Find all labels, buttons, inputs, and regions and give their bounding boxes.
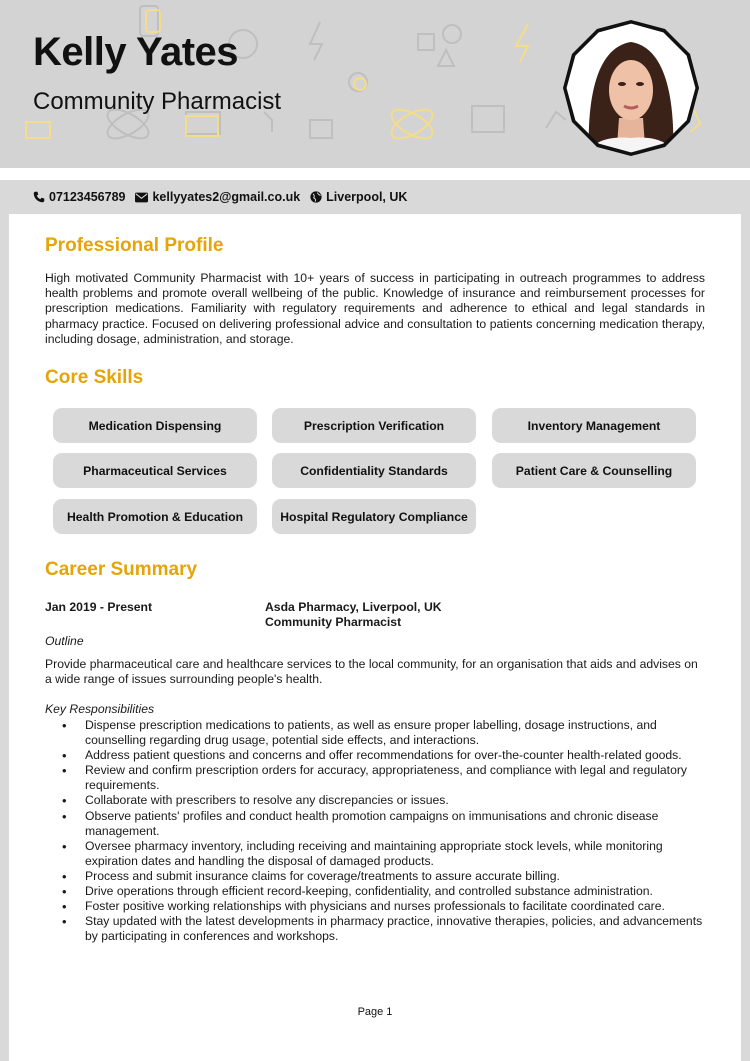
contact-email[interactable] [135,190,300,204]
skill-chip: Confidentiality Standards [272,453,476,488]
phone-number: 07123456789 [49,190,126,204]
header-divider [0,168,750,180]
skill-chip: Patient Care & Counselling [492,453,696,488]
phone-icon [33,191,45,203]
career-heading: Career Summary [45,559,198,580]
contact-phone[interactable] [33,190,125,204]
profile-photo [561,18,701,158]
list-item: • Review and confirm prescription orders for accuracy, appropriateness, and compliance with legal and regulatory requirements. [45,763,710,793]
yellow-folder-icon [26,122,50,138]
photo-face [609,60,653,120]
outline-label: Outline [45,634,84,648]
resume-header [0,0,750,168]
list-item: • Address patient questions and concerns and offer recommendations for over-the-counter health-related goods. [45,748,710,763]
skills-heading: Core Skills [45,367,144,388]
shape-circle-icon [443,25,461,43]
skill-chip: Pharmaceutical Services [53,453,257,488]
skill-chip: Inventory Management [492,408,696,443]
resume-body [9,214,741,1061]
globe-icon [310,191,322,203]
yellow-atom-icon-b [392,110,433,139]
page-number: Page 1 [357,1006,393,1018]
responsibilities-list [45,718,710,944]
list-item: • Stay updated with the latest developments in pharmacy practice, innovative therapies, policies, and advancements by participating in conferences and workshops. [45,914,710,944]
list-item: • Process and submit insurance claims for coverage/treatments to assure accurate billing. [45,869,710,884]
yellow-lightning-icon [516,24,528,62]
yellow-atom-icon [392,110,433,139]
lightning-icon [310,22,322,60]
tablet-icon [310,120,332,138]
profile-heading: Professional Profile [45,235,224,256]
list-item: • Observe patients' profiles and conduct health promotion campaigns on immunisations and chronic disease management. [45,809,710,839]
outline-text: Provide pharmaceutical care and healthcare services to the local community, for an organisation that aids and advises on a wide range of issues surrounding people's health. [45,657,698,687]
skill-chip: Hospital Regulatory Compliance [272,499,476,534]
envelope-icon [135,192,148,203]
yellow-bulb-icon [354,78,366,90]
list-item: • Drive operations through efficient record-keeping, confidentiality, and controlled substance administration. [45,884,710,899]
job-company: Asda Pharmacy, Liverpool, UK [265,600,442,614]
contact-bar [0,180,750,214]
skill-chip: Health Promotion & Education [53,499,257,534]
email-address: kellyyates2@gmail.co.uk [152,190,301,204]
building-icon [472,106,504,132]
list-item: • Oversee pharmacy inventory, including receiving and maintaining appropriate stock levels, while monitoring expiration dates and handling the disposal of damaged products. [45,839,710,869]
list-item: • Dispense prescription medications to patients, as well as ensure proper labelling, dosage instructions, and counselling regarding drug usage, potential side effects, and interactions. [45,718,710,748]
responsibilities-label: Key Responsibilities [45,702,155,716]
job-dates: Jan 2019 - Present [45,600,153,614]
skill-chip: Medication Dispensing [53,408,257,443]
candidate-name: Kelly Yates [33,30,239,74]
contact-location [310,190,407,204]
list-item: • Collaborate with prescribers to resolve any discrepancies or issues. [45,793,710,808]
candidate-title: Community Pharmacist [33,88,282,115]
profile-text: High motivated Community Pharmacist with 10+ years of success in participating in outreach programmes to address health problems and promote overall wellbeing of the public. Knowledge of insurance and reimbursement processes for prescription medications. Familiarity with regulatory requirements and adherence to ethical and legal standards in pharmacy practice. Focused on delivering professional advice and consultation to patients concerning medication therapy, including dosage, administration, and storage. [45,271,705,346]
shape-square-icon [418,34,434,50]
job-role: Community Pharmacist [265,615,402,630]
location-text: Liverpool, UK [326,190,408,204]
job-employer [265,600,442,631]
shape-triangle-icon [438,50,454,66]
list-item: • Foster positive working relationships with physicians and nurses professionals to facilitate coordinated care. [45,899,710,914]
skill-chip: Prescription Verification [272,408,476,443]
